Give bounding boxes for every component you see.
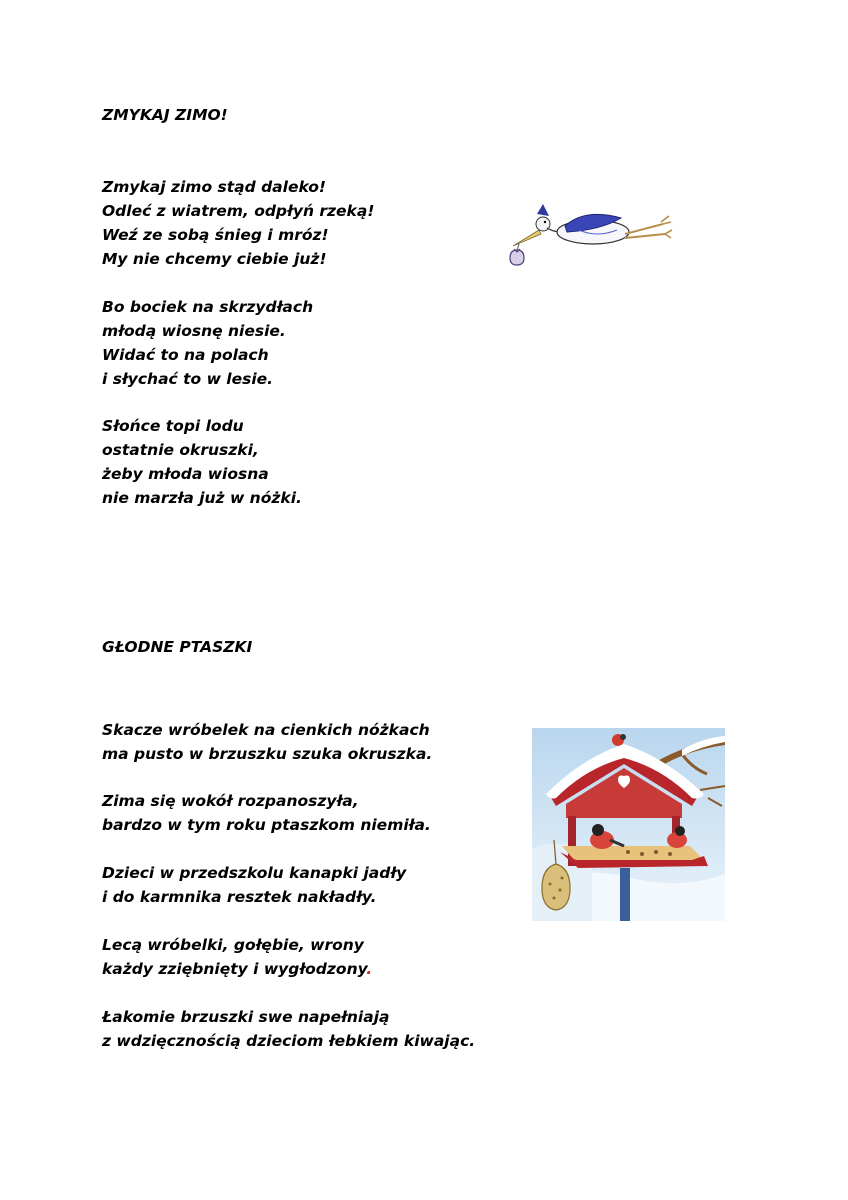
poem-line: Dzieci w przedszkolu kanapki jadły [102,864,407,882]
poem-line: Odleć z wiatrem, odpłyń rzeką! [102,202,375,220]
poem-line: ma pusto w brzuszku szuka okruszka. [102,745,433,763]
poem-line: Widać to na polach [102,346,269,364]
poem-line: Skacze wróbelek na cienkich nóżkach [102,721,430,739]
red-period: . [366,960,373,978]
poem-title-1: ZMYKAJ ZIMO! [102,106,228,124]
poem-line: Łakomie brzuszki swe napełniają [102,1008,390,1026]
poem-line: Zmykaj zimo stąd daleko! [102,178,326,196]
poem-line: młodą wiosnę niesie. [102,322,286,340]
poem-line-text: każdy zziębnięty i wygłodzony [102,960,367,978]
poem-line: i słychać to w lesie. [102,370,274,388]
poem-line: ostatnie okruszki, [102,441,259,459]
poem-line: My nie chcemy ciebie już! [102,250,327,268]
poem-line: Bo bociek na skrzydłach [102,298,314,316]
poem-line: z wdzięcznością dzieciom łebkiem kiwając. [102,1032,476,1050]
bird-feeder-winter-icon [532,728,725,921]
poem-line: Lecą wróbelki, gołębie, wrony [102,936,364,954]
poem-title-2: GŁODNE PTASZKI [102,638,253,656]
poem-line: Zima się wokół rozpanoszyła, [102,792,359,810]
poem-line [102,959,372,979]
poem-line: Słońce topi lodu [102,417,244,435]
poem-line: żeby młoda wiosna [102,465,269,483]
poem-line: i do karmnika resztek nakładły. [102,888,377,906]
stork-carrying-bundle-icon [505,200,673,268]
poem-line: nie marzła już w nóżki. [102,489,302,507]
poem-line: bardzo w tym roku ptaszkom niemiła. [102,816,431,834]
poem-line: Weź ze sobą śnieg i mróz! [102,226,329,244]
